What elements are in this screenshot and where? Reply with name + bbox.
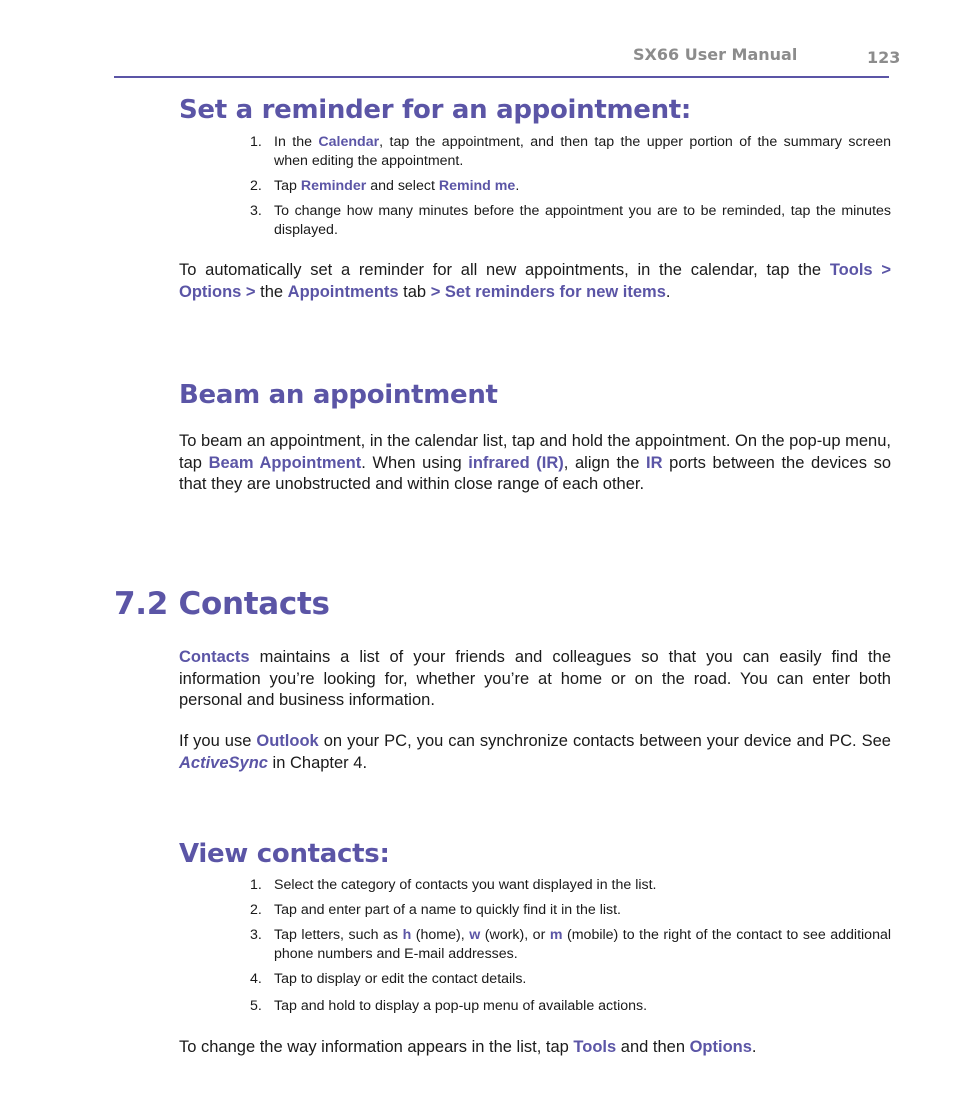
reminder-heading: Set a reminder for an appointment: (179, 95, 692, 125)
home-letter: h (402, 927, 412, 943)
list-item: 5. Tap and hold to display a pop-up menu of available actions. (250, 998, 648, 1014)
view-contacts-note: To change the way information appears in the list, tap Tools and then Options. (179, 1038, 757, 1056)
list-item: 3. Tap letters, such as h (home), w (work), or m (mobile) to the right of the contact to see additional phone numbers and E-mail addresses. (250, 927, 892, 962)
list-item: 1. In the Calendar, tap the appointment, and then tap the upper portion of the summary screen when editing the appointment. (250, 134, 891, 169)
contacts-intro: Contacts maintains a list of your friends and colleagues so that you can easily find the information you’re looking for, whether you’re at home or on the road. You can enter both personal and business information. (179, 648, 891, 709)
reminder-note: To automatically set a reminder for all new appointments, in the calendar, tap the Tools > Options > the Appointments tab > Set reminders for new items. (179, 261, 891, 301)
remind-me-keyword: Remind me (438, 178, 516, 194)
set-reminders-keyword: > Set reminders for new items (430, 282, 666, 301)
list-item: 4. Tap to display or edit the contact details. (250, 971, 527, 987)
contacts-keyword: Contacts (179, 648, 250, 666)
page-number: 123 (867, 48, 901, 67)
tools-options-keyword: Tools > Options > (179, 261, 891, 301)
list-item: 3. To change how many minutes before the appointment you are to be reminded, tap the minutes displayed. (250, 203, 891, 238)
reminder-steps (250, 133, 891, 240)
infrared-keyword: infrared (IR) (468, 453, 564, 472)
list-item: 1. Select the category of contacts you want displayed in the list. (250, 877, 657, 893)
list-item: 2. Tap Reminder and select Remind me. (250, 178, 520, 194)
mobile-letter: m (549, 927, 563, 943)
tools-keyword: Tools (573, 1038, 617, 1056)
outlook-keyword: Outlook (256, 732, 319, 750)
view-contacts-steps (250, 876, 891, 1016)
beam-appointment-keyword: Beam Appointment (208, 453, 362, 472)
reminder-keyword: Reminder (300, 178, 367, 194)
ir-keyword: IR (646, 453, 663, 472)
work-letter: w (469, 927, 481, 943)
header-divider (114, 76, 889, 78)
view-contacts-heading: View contacts: (179, 839, 390, 869)
appointments-keyword: Appointments (287, 282, 399, 301)
beam-paragraph: To beam an appointment, in the calendar list, tap and hold the appointment. On the pop-up menu, tap Beam Appointment. When using infrared (IR), align the IR ports between the devices so that they are unobstructed and within close range of each other. (179, 432, 892, 493)
contacts-section-heading: 7.2 Contacts (114, 586, 330, 622)
contacts-sync-note: If you use Outlook on your PC, you can synchronize contacts between your device and PC. See ActiveSync in Chapter 4. (179, 732, 891, 772)
manual-title: SX66 User Manual (633, 45, 798, 64)
calendar-keyword: Calendar (318, 134, 380, 150)
beam-heading: Beam an appointment (179, 380, 498, 410)
options-keyword: Options (689, 1038, 752, 1056)
activesync-keyword: ActiveSync (179, 753, 268, 772)
list-item: 2. Tap and enter part of a name to quickly find it in the list. (250, 902, 621, 918)
